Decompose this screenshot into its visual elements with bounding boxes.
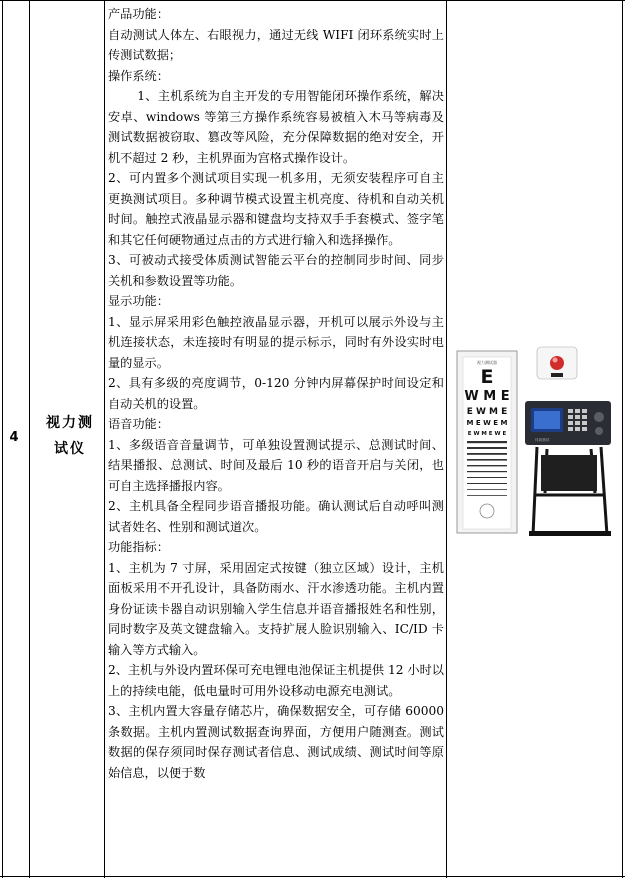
eye-chart-row: E W M E W E bbox=[467, 431, 507, 437]
eye-chart-row: E W M E bbox=[466, 407, 508, 417]
table-border-bottom bbox=[0, 876, 625, 877]
section-heading: 产品功能： bbox=[108, 7, 169, 21]
eye-chart-header: 视力测试器 bbox=[477, 360, 497, 365]
description-paragraph: 2、主机与外设内置环保可充电锂电池保证主机提供 12 小时以上的持续电能，低电量时可用外设移动电源充电测试。 bbox=[108, 663, 444, 698]
description-paragraph: 1、主机系统为自主开发的专用智能闭环操作系统，解决安卓、windows 等第三方操作系统容易被植入木马等病毒及测试数据被窃取、篡改等风险，充分保障数据的绝对安全，开机不超过 2 秒，主机界面为宫格式操作设计。 bbox=[108, 89, 444, 165]
product-description bbox=[108, 4, 444, 783]
column-divider bbox=[104, 0, 105, 878]
product-name bbox=[40, 410, 100, 462]
description-paragraph: 自动测试人体左、右眼视力，通过无线 WIFI 闭环系统实时上传测试数据； bbox=[108, 27, 444, 62]
console-brand: 体质测试 bbox=[535, 438, 550, 442]
column-divider bbox=[446, 0, 447, 878]
product-photo bbox=[455, 345, 615, 540]
description-paragraph: 1、主机为 7 寸屏，采用固定式按键（独立区域）设计，主机面板采用不开孔设计，具备防雨水、汗水渗透功能。主机内置身份证读卡器自动识别输入学生信息并语音播报姓名和性别，同时数字及英文键盘输入。支持扩展人脸识别输入、IC/ID 卡输入等方式输入。 bbox=[108, 560, 444, 657]
description-paragraph: 3、主机内置大容量存储芯片，确保数据安全，可存储 60000 条数据。主机内置测试数据查询界面，方便用户随测查。测试数据的保存须同时保存测试者信息、测试成绩、测试时间等原始信息，以便于数 bbox=[108, 704, 444, 780]
eye-chart-row: W M E bbox=[464, 389, 510, 404]
row-number: 4 bbox=[9, 430, 19, 445]
section-heading: 功能指标： bbox=[108, 540, 169, 554]
product-name-line-1: 视力测 bbox=[46, 415, 94, 431]
description-paragraph: 2、可内置多个测试项目实现一机多用，无须安装程序可自主更换测试项目。多种调节模式设置主机亮度、待机和自动关机时间。触控式液晶显示器和键盘均支持双手手套模式、签字笔和其它任何硬物通过点击的方式进行输入和选择操作。 bbox=[108, 171, 444, 247]
eye-chart-row: M E W E M bbox=[466, 419, 508, 427]
section-heading: 操作系统： bbox=[108, 68, 169, 83]
description-paragraph: 2、具有多级的亮度调节，0-120 分钟内屏幕保护时间设定和自动关机的设置。 bbox=[108, 376, 444, 411]
description-paragraph: 3、可被动式接受体质测试智能云平台的控制同步时间、同步关机和参数设置等功能。 bbox=[108, 253, 444, 288]
description-paragraph: 2、主机具备全程同步语音播报功能。确认测试后自动呼叫测试者姓名、性别和测试道次。 bbox=[108, 499, 444, 534]
table-border-left bbox=[2, 0, 3, 878]
eye-chart-row: E bbox=[480, 366, 494, 388]
table-border-right bbox=[622, 0, 623, 878]
stand-panel bbox=[541, 455, 597, 491]
table-border-top bbox=[0, 0, 625, 1]
column-divider bbox=[29, 0, 30, 878]
section-heading: 显示功能： bbox=[108, 294, 169, 308]
description-paragraph: 1、多级语音音量调节，可单独设置测试提示、总测试时间、结果播报、总测试、时间及最后 10 秒的语音开启与关闭，也可自主选择播报内容。 bbox=[108, 437, 444, 493]
remote-button bbox=[550, 356, 564, 370]
product-name-line-2: 试仪 bbox=[54, 441, 86, 457]
section-heading: 语音功能： bbox=[108, 417, 169, 431]
description-paragraph: 1、显示屏采用彩色触控液晶显示器，开机可以展示外设与主机连接状态，未连接时有明显的提示标示，同时有外设实时电量的显示。 bbox=[108, 314, 444, 370]
